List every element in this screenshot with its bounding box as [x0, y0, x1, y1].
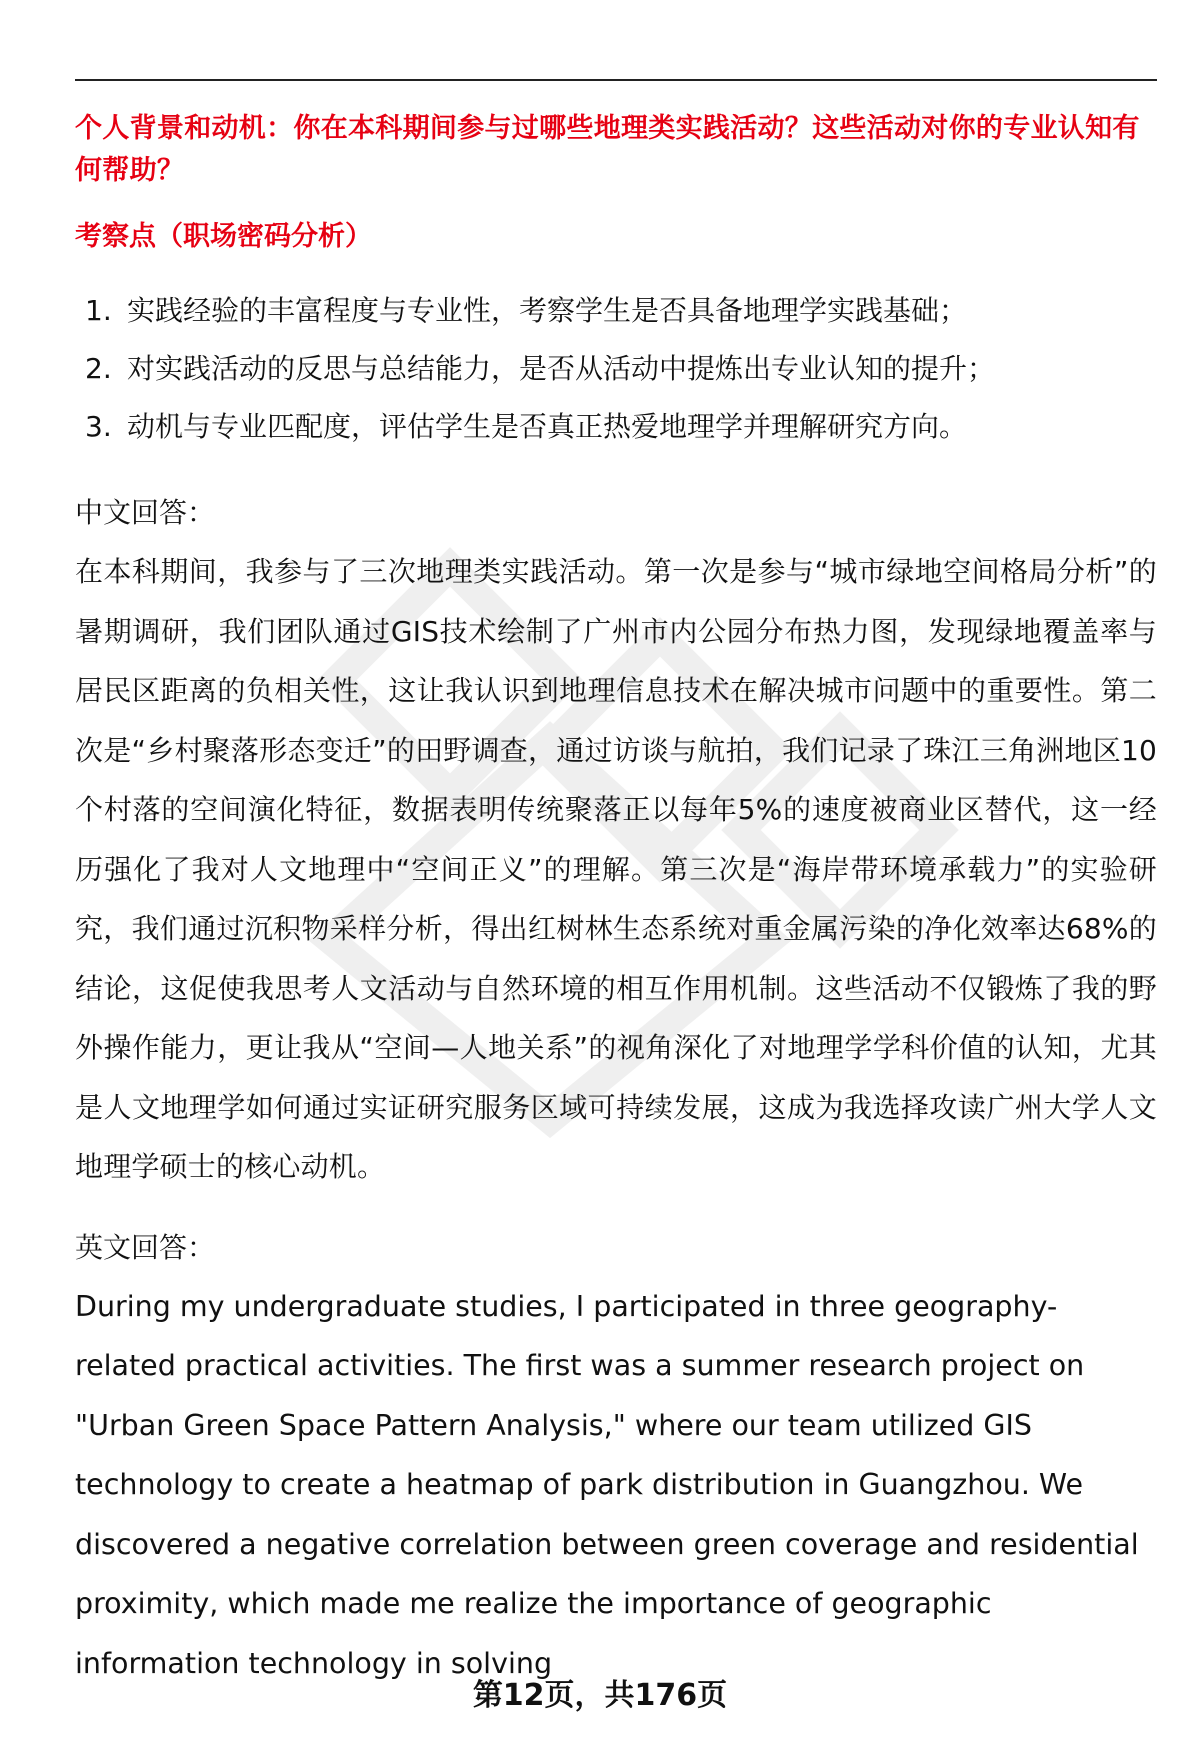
english-answer-label: 英文回答： — [75, 1230, 216, 1264]
list-item-number: 1. — [85, 294, 112, 327]
list-item-text: 实践经验的丰富程度与专业性，考察学生是否具备地理学实践基础； — [127, 294, 968, 327]
list-item — [75, 340, 1157, 398]
assessment-points-title: 考察点（职场密码分析） — [75, 221, 372, 252]
list-item — [75, 398, 1157, 456]
list-item-number: 2. — [85, 352, 112, 385]
question-heading: 个人背景和动机：你在本科期间参与过哪些地理类实践活动？这些活动对你的专业认知有何帮助？ — [75, 113, 1140, 186]
chinese-answer-label: 中文回答： — [75, 496, 216, 529]
english-answer-text: During my undergraduate studies, I participated in three geography-related practical activities. The first was a summer research project on "Urban Green Space Pattern Analysis," where our team utilized GIS technology to create a heatmap of park distribution in Guangzhou. We discovered a negative correlation between green coverage and residential proximity, which made me realize the importance of geographic information technology in solving — [75, 1289, 1139, 1680]
list-item — [75, 282, 1157, 340]
page-number-footer: 第12页，共176页 — [472, 1678, 728, 1713]
list-item-text: 对实践活动的反思与总结能力，是否从活动中提炼出专业认知的提升； — [127, 352, 996, 385]
header-rule — [75, 79, 1157, 81]
document-body — [75, 108, 1157, 1693]
list-item-text: 动机与专业匹配度，评估学生是否真正热爱地理学并理解研究方向。 — [127, 410, 968, 443]
assessment-points-list — [75, 282, 1157, 456]
list-item-number: 3. — [85, 410, 112, 443]
chinese-answer-text: 在本科期间，我参与了三次地理类实践活动。第一次是参与“城市绿地空间格局分析”的暑期调研，我们团队通过GIS技术绘制了广州市内公园分布热力图，发现绿地覆盖率与居民区距离的负相关性，这让我认识到地理信息技术在解决城市问题中的重要性。第二次是“乡村聚落形态变迁”的田野调查，通过访谈与航拍，我们记录了珠江三角洲地区10个村落的空间演化特征，数据表明传统聚落正以每年5%的速度被商业区替代，这一经历强化了我对人文地理中“空间正义”的理解。第三次是“海岸带环境承载力”的实验研究，我们通过沉积物采样分析，得出红树林生态系统对重金属污染的净化效率达68%的结论，这促使我思考人文活动与自然环境的相互作用机制。这些活动不仅锻炼了我的野外操作能力，更让我从“空间—人地关系”的视角深化了对地理学学科价值的认知，尤其是人文地理学如何通过实证研究服务区域可持续发展，这成为我选择攻读广州大学人文地理学硕士的核心动机。 — [75, 555, 1157, 1183]
